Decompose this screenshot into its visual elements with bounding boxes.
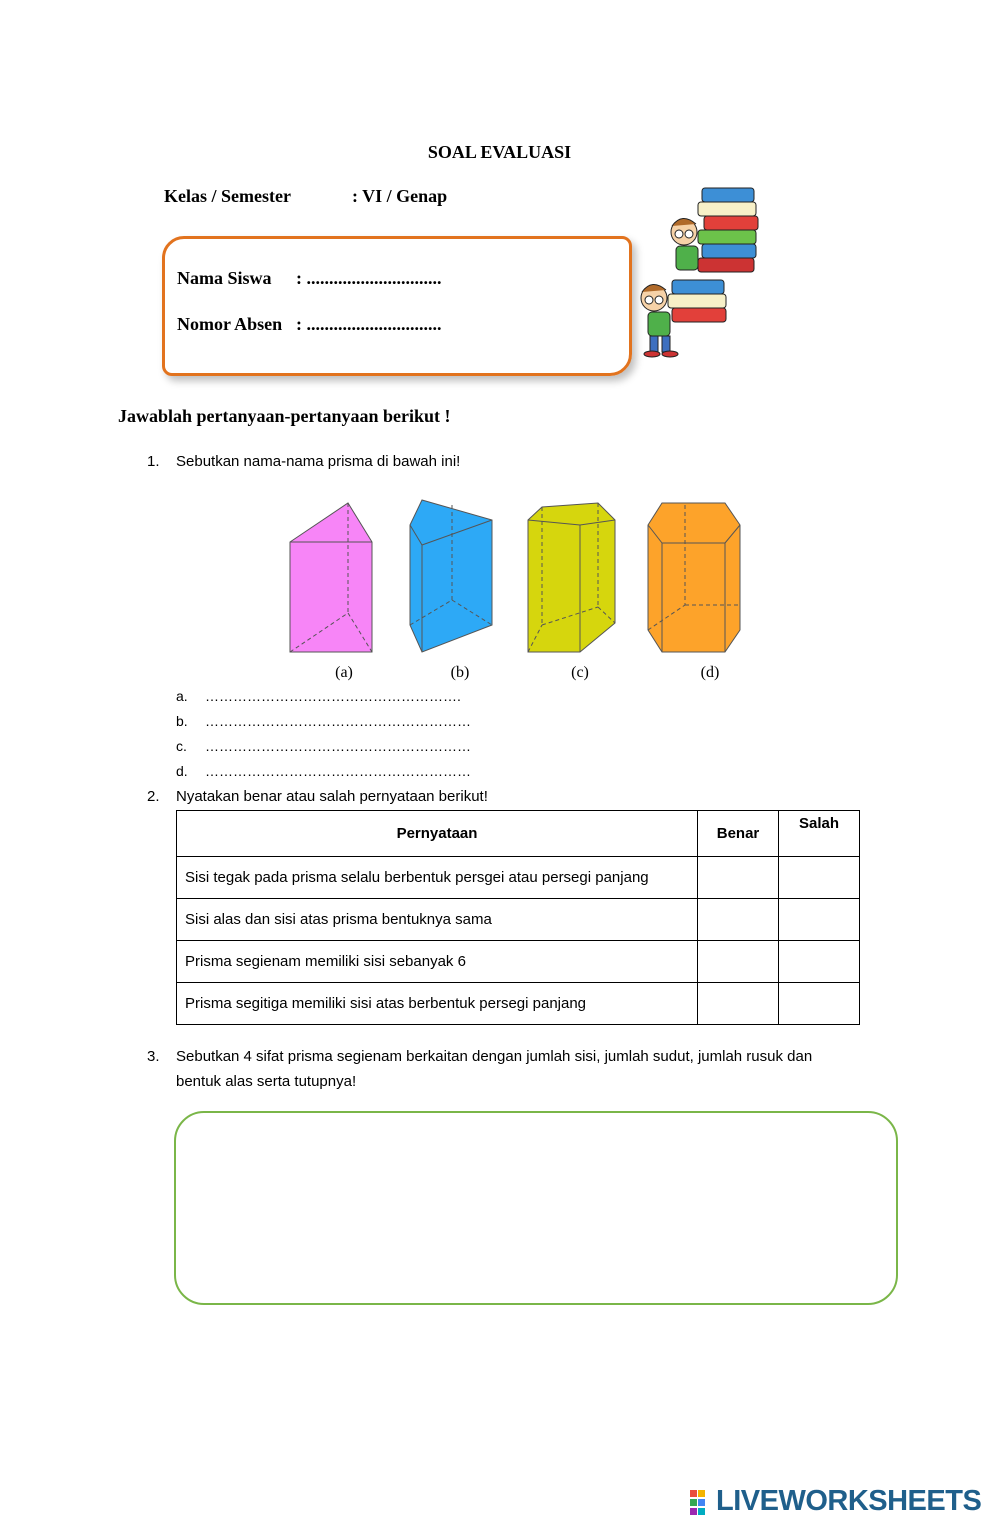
prism-figures: [280, 495, 750, 660]
header-pernyataan: Pernyataan: [177, 811, 698, 857]
table-row: [177, 941, 860, 983]
answer-field-c[interactable]: …………………………………………………: [205, 738, 471, 754]
benar-cell[interactable]: [698, 857, 779, 899]
table-header-row: [177, 811, 860, 857]
nama-siswa-field[interactable]: : ..............................: [296, 268, 442, 288]
kelas-label: Kelas / Semester: [164, 186, 291, 206]
q2-number: 2.: [147, 788, 160, 805]
answer-letter-b: b.: [176, 713, 188, 729]
q1-text: Sebutkan nama-nama prisma di bawah ini!: [176, 453, 461, 470]
table-row: [177, 899, 860, 941]
header-benar: Benar: [698, 811, 779, 857]
statement-cell: Prisma segienam memiliki sisi sebanyak 6: [177, 941, 698, 983]
liveworksheets-brand: LIVEWORKSHEETS: [716, 1485, 982, 1517]
salah-cell[interactable]: [779, 857, 860, 899]
salah-cell[interactable]: [779, 899, 860, 941]
q3-text-line1: Sebutkan 4 sifat prisma segienam berkaitan dengan jumlah sisi, jumlah sudut, jumlah rusuk dan: [176, 1048, 813, 1065]
prism-label-a: (a): [335, 664, 353, 681]
student-identity-box: [162, 236, 632, 376]
prism-b-figure: [410, 500, 492, 652]
nomor-absen-label: Nomor Absen: [177, 314, 283, 334]
benar-cell[interactable]: [698, 899, 779, 941]
true-false-table: [176, 810, 860, 1025]
table-row: [177, 857, 860, 899]
nama-siswa-label: Nama Siswa: [177, 268, 272, 288]
answer-field-d[interactable]: …………………………………………………: [205, 763, 471, 779]
page-title: SOAL EVALUASI: [427, 142, 572, 162]
q3-answer-box[interactable]: [174, 1111, 898, 1305]
kids-with-books-illustration: [632, 182, 772, 362]
answer-letter-d: d.: [176, 763, 188, 779]
prism-label-d: (d): [700, 664, 720, 681]
kelas-value: : VI / Genap: [352, 186, 448, 206]
answer-field-b[interactable]: …………………………………………………: [205, 713, 471, 729]
benar-cell[interactable]: [698, 941, 779, 983]
statement-cell: Sisi tegak pada prisma selalu berbentuk persgei atau persegi panjang: [177, 857, 698, 899]
header-salah: Salah: [779, 811, 860, 857]
salah-cell[interactable]: [779, 983, 860, 1025]
q3-text-line2: bentuk alas serta tutupnya!: [176, 1073, 357, 1090]
salah-cell[interactable]: [779, 941, 860, 983]
statement-cell: Sisi alas dan sisi atas prisma bentuknya sama: [177, 899, 698, 941]
q1-number: 1.: [147, 453, 160, 470]
instruction-heading: Jawablah pertanyaan-pertanyaan berikut !: [118, 406, 451, 426]
q3-number: 3.: [147, 1048, 160, 1065]
nomor-absen-field[interactable]: : ..............................: [296, 314, 442, 334]
liveworksheets-logo-icon: [690, 1490, 714, 1516]
answer-letter-c: c.: [176, 738, 187, 754]
prism-label-b: (b): [450, 664, 470, 681]
statement-cell: Prisma segitiga memiliki sisi atas berbentuk persegi panjang: [177, 983, 698, 1025]
prism-a-figure: [290, 503, 372, 652]
prism-label-c: (c): [571, 664, 589, 681]
benar-cell[interactable]: [698, 983, 779, 1025]
q2-text: Nyatakan benar atau salah pernyataan berikut!: [176, 788, 488, 805]
table-row: [177, 983, 860, 1025]
prism-d-figure: [648, 503, 740, 652]
answer-field-a[interactable]: ……………………………………………….: [205, 688, 461, 704]
prism-c-figure: [528, 503, 615, 652]
answer-letter-a: a.: [176, 688, 188, 704]
